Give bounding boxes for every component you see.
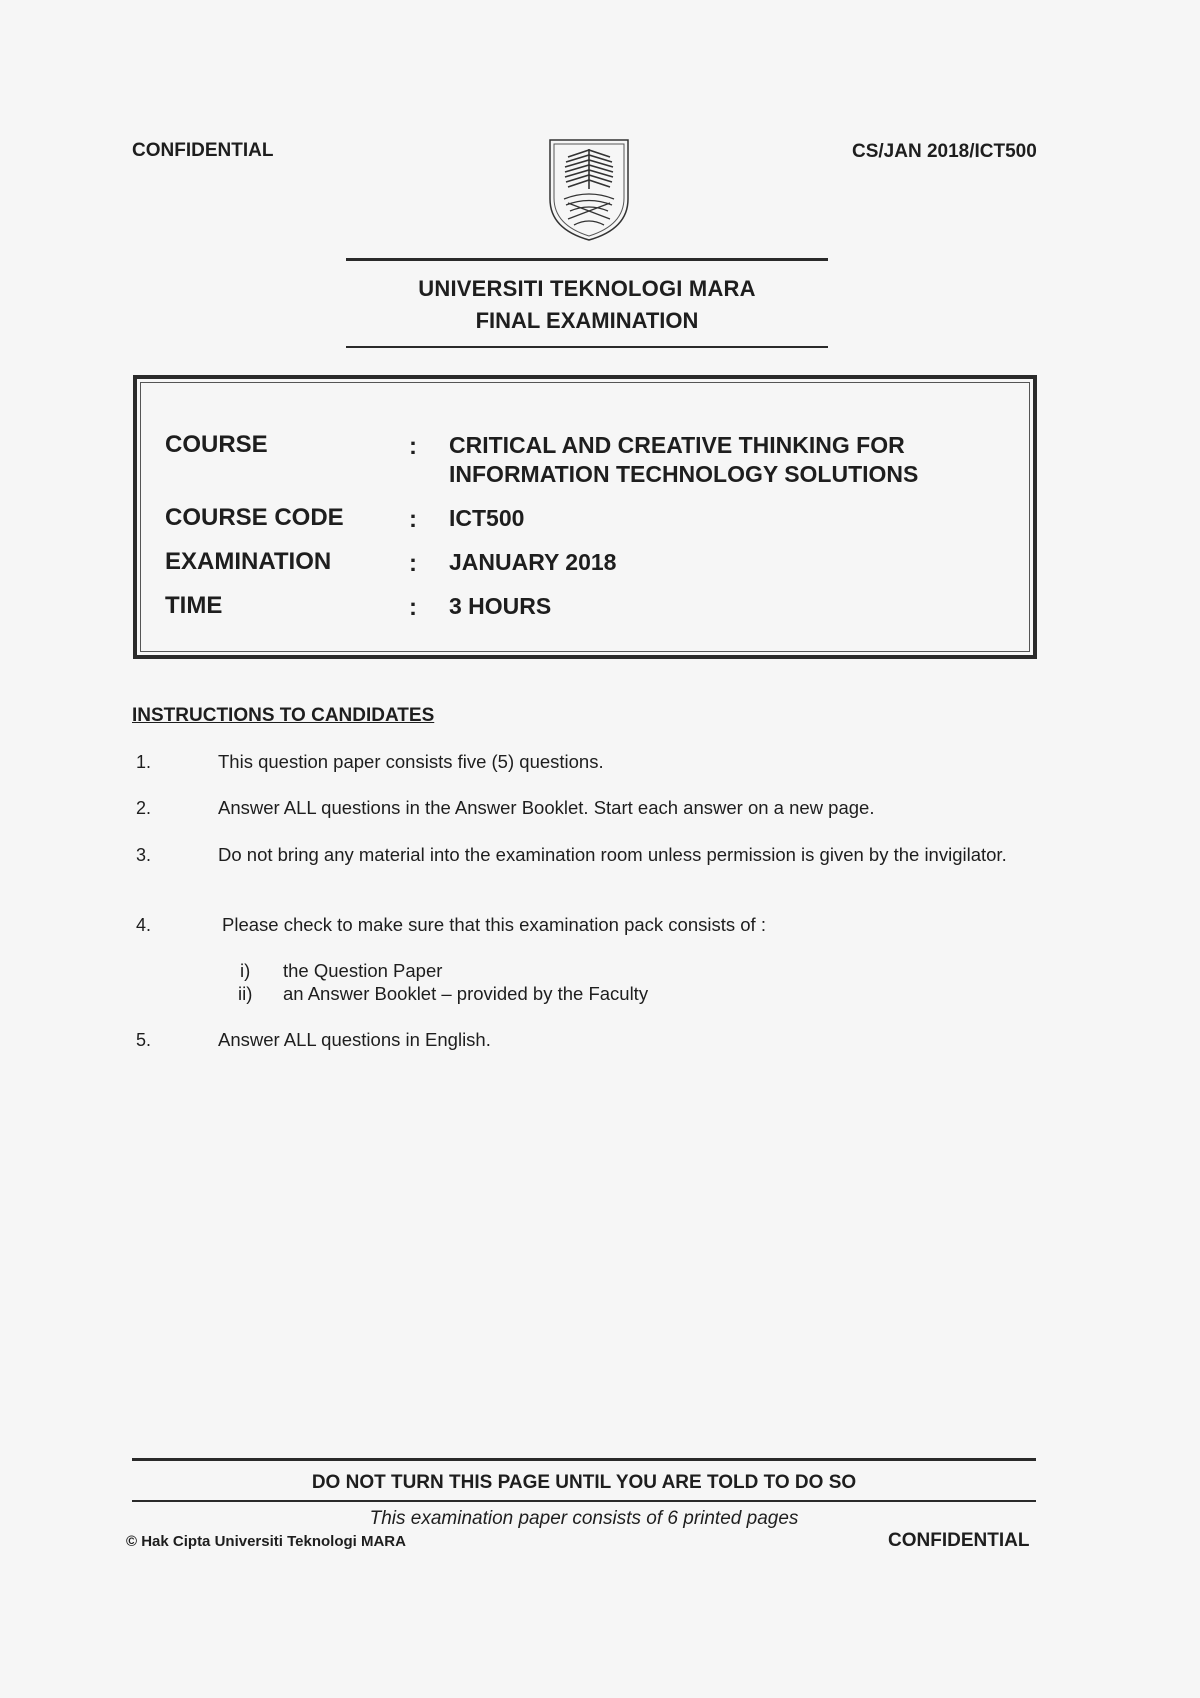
instruction-5-text: Answer ALL questions in English.	[218, 1029, 491, 1050]
instruction-2-number: 2.	[136, 798, 152, 818]
instructions-heading: INSTRUCTIONS TO CANDIDATES	[132, 705, 435, 726]
footer-warning: DO NOT TURN THIS PAGE UNTIL YOU ARE TOLD TO DO SO	[311, 1472, 857, 1493]
header-paper-code: CS/JAN 2018/ICT500	[852, 141, 1037, 162]
time-label: TIME	[165, 592, 223, 619]
course-value-line2: INFORMATION TECHNOLOGY SOLUTIONS	[449, 461, 919, 487]
examination-label: EXAMINATION	[165, 548, 332, 575]
course-colon: :	[409, 433, 417, 460]
title-top-rule	[346, 258, 828, 261]
course-code-colon: :	[409, 506, 417, 533]
footer-copyright: © Hak Cipta Universiti Teknologi MARA	[126, 1533, 406, 1550]
footer-top-rule	[132, 1458, 1036, 1461]
footer-confidential: CONFIDENTIAL	[888, 1530, 1030, 1551]
instruction-4-sub-ii-text: an Answer Booklet – provided by the Faculty	[283, 983, 649, 1004]
instruction-2-text: Answer ALL questions in the Answer Booklet. Start each answer on a new page.	[218, 797, 875, 818]
instruction-4-number: 4.	[136, 915, 152, 935]
header-confidential: CONFIDENTIAL	[132, 140, 274, 161]
course-code-label: COURSE CODE	[165, 504, 344, 531]
instruction-3-number: 3.	[136, 845, 152, 865]
title-bottom-rule	[346, 346, 828, 348]
instruction-4-text: Please check to make sure that this examination pack consists of :	[222, 914, 766, 935]
instruction-1-text: This question paper consists five (5) questions.	[218, 751, 604, 772]
examination-value: JANUARY 2018	[449, 549, 617, 575]
instruction-4-sub-ii-number: ii)	[238, 983, 253, 1004]
instruction-3-text: Do not bring any material into the examination room unless permission is given by the invigilator.	[218, 844, 1007, 865]
footer-middle-rule	[132, 1500, 1036, 1502]
instruction-4-sub-i-number: i)	[240, 960, 251, 981]
course-label: COURSE	[165, 431, 268, 458]
footer-page-count: This examination paper consists of 6 printed pages	[369, 1508, 799, 1529]
university-crest-icon	[546, 137, 632, 243]
course-code-value: ICT500	[449, 505, 525, 531]
course-value	[449, 431, 918, 489]
course-info-box	[133, 375, 1037, 659]
time-colon: :	[409, 594, 417, 621]
time-value: 3 HOURS	[449, 593, 552, 619]
course-value-line1: CRITICAL AND CREATIVE THINKING FOR	[449, 432, 905, 458]
university-name: UNIVERSITI TEKNOLOGI MARA	[418, 276, 756, 301]
instruction-4-sub-i-text: the Question Paper	[283, 960, 443, 981]
instruction-1-number: 1.	[136, 752, 152, 772]
examination-colon: :	[409, 550, 417, 577]
instruction-5-number: 5.	[136, 1030, 152, 1050]
exam-title: FINAL EXAMINATION	[475, 308, 699, 333]
